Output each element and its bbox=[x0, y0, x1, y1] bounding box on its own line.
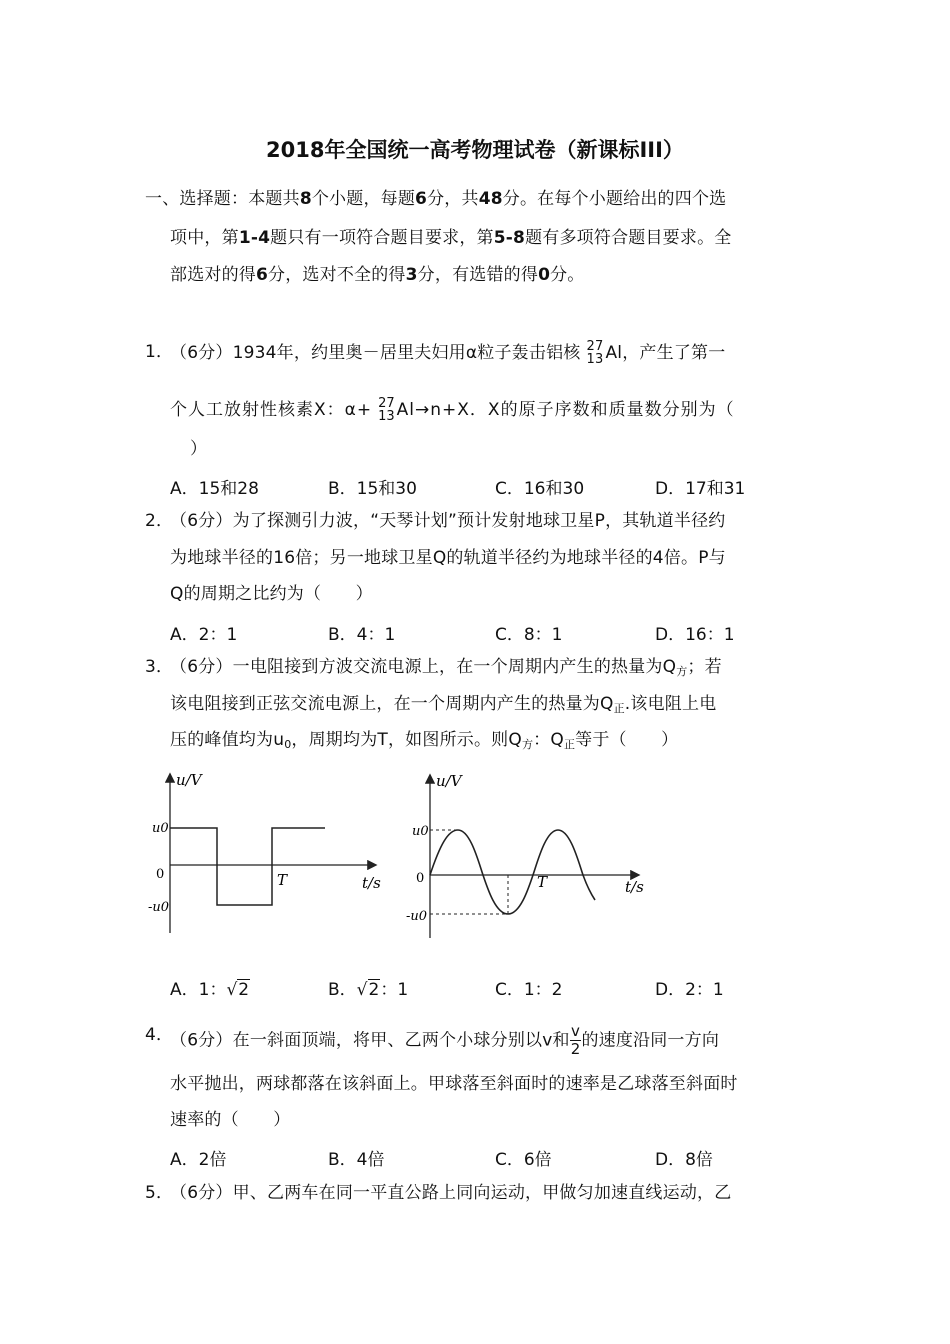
q1-option-a[interactable]: A．15和28 bbox=[170, 479, 259, 499]
q1-text: Al→n+X．X的原子序数和质量数分别为（ bbox=[396, 400, 735, 420]
section-text: 个小题，每题 bbox=[311, 189, 416, 209]
section-text: 一、选择题：本题共 bbox=[145, 189, 300, 209]
q3-text: 压的峰值均为u bbox=[170, 730, 285, 750]
square-wave-figure bbox=[140, 765, 390, 940]
q2-option-c[interactable]: C．8：1 bbox=[495, 625, 563, 645]
fraction-denominator: 2 bbox=[570, 1040, 581, 1058]
q3-text: 该电阻接到正弦交流电源上，在一个周期内产生的热量为Q bbox=[170, 694, 614, 714]
q3-text: ，周期均为T，如图所示。则Q bbox=[291, 730, 522, 750]
q2-option-a[interactable]: A．2：1 bbox=[170, 625, 238, 645]
sqrt-radicand: 2 bbox=[368, 980, 380, 1000]
q4-line-3: 速率的（ ） bbox=[170, 1110, 291, 1130]
q3-line-2 bbox=[170, 692, 716, 721]
section-line-2 bbox=[170, 226, 731, 250]
page-title: 2018年全国统一高考物理试卷（新课标III） bbox=[266, 138, 684, 162]
section-text: 题有多项符合题目要求。全 bbox=[525, 228, 732, 248]
zero-label: 0 bbox=[156, 867, 165, 882]
atomic-number: 13 bbox=[586, 352, 604, 367]
q3-text: ；若 bbox=[687, 657, 722, 677]
q4-text: 的速度沿同一方向 bbox=[581, 1030, 720, 1051]
option-text: ：1 bbox=[380, 980, 409, 1000]
u0-label: u0 bbox=[412, 824, 429, 839]
option-text: A．1： bbox=[170, 980, 227, 1000]
q4-option-b[interactable]: B．4倍 bbox=[328, 1150, 385, 1170]
section-text: 分，选对不全的得 bbox=[268, 265, 406, 285]
section-text: 项中，第 bbox=[170, 228, 239, 248]
q4-option-c[interactable]: C．6倍 bbox=[495, 1150, 552, 1170]
section-number: 6 bbox=[415, 189, 428, 209]
q2-number: 2． bbox=[145, 511, 174, 531]
q4-option-a[interactable]: A．2倍 bbox=[170, 1150, 227, 1170]
subscript: 正 bbox=[563, 738, 576, 751]
q3-option-d[interactable]: D．2：1 bbox=[655, 980, 724, 1000]
q3-text: .该电阻上电 bbox=[624, 694, 717, 714]
q1-line-1 bbox=[170, 340, 725, 366]
q5-number: 5． bbox=[145, 1183, 174, 1203]
section-number: 6 bbox=[256, 265, 269, 285]
atomic-number: 13 bbox=[378, 409, 395, 424]
q3-option-a[interactable] bbox=[170, 975, 250, 1000]
sqrt-radicand: 2 bbox=[238, 980, 250, 1000]
subscript: 方 bbox=[521, 738, 534, 751]
q4-option-d[interactable]: D．8倍 bbox=[655, 1150, 713, 1170]
q3-option-b[interactable] bbox=[328, 975, 408, 1000]
section-text: 分。在每个小题给出的四个选 bbox=[502, 189, 727, 209]
q3-text: ：Q bbox=[533, 730, 564, 750]
sqrt-symbol: √2 bbox=[356, 980, 380, 1000]
neg-u0-label: -u0 bbox=[406, 909, 428, 924]
x-axis-label: t/s bbox=[625, 878, 644, 896]
element-symbol: Al bbox=[605, 343, 623, 363]
q3-number: 3． bbox=[145, 657, 174, 677]
sine-wave bbox=[430, 830, 595, 914]
q2-line-2: 为地球半径的16倍；另一地球卫星Q的轨道半径约为地球半径的4倍。P与 bbox=[170, 548, 726, 568]
x-axis-label: t/s bbox=[362, 874, 381, 892]
zero-label: 0 bbox=[416, 871, 425, 886]
section-number: 48 bbox=[478, 189, 503, 209]
section-text: 分，共 bbox=[427, 189, 479, 209]
q2-option-d[interactable]: D．16：1 bbox=[655, 625, 735, 645]
square-wave bbox=[170, 828, 325, 905]
q1-option-c[interactable]: C．16和30 bbox=[495, 479, 585, 499]
section-line-3 bbox=[170, 263, 585, 287]
section-number: 1-4 bbox=[238, 228, 271, 248]
section-text: 题只有一项符合题目要求，第 bbox=[270, 228, 494, 248]
q2-line-1: （6分）为了探测引力波，“天琴计划”预计发射地球卫星P，其轨道半径约 bbox=[170, 511, 726, 531]
section-text: 分，有选错的得 bbox=[417, 265, 539, 285]
q1-line-3: ） bbox=[190, 439, 208, 459]
section-number: 5-8 bbox=[493, 228, 526, 248]
isotope-notation bbox=[378, 397, 395, 423]
mass-number: 27 bbox=[586, 339, 604, 354]
q3-option-c[interactable]: C．1：2 bbox=[495, 980, 563, 1000]
fraction-numerator: v bbox=[571, 1022, 581, 1040]
section-number: 0 bbox=[538, 265, 551, 285]
section-text: 部选对的得 bbox=[170, 265, 256, 285]
q4-text: （6分）在一斜面顶端，将甲、乙两个小球分别以v和 bbox=[170, 1030, 570, 1051]
sqrt-symbol: √2 bbox=[226, 980, 250, 1000]
q1-option-b[interactable]: B．15和30 bbox=[328, 479, 417, 499]
q4-line-2: 水平抛出，两球都落在该斜面上。甲球落至斜面时的速率是乙球落至斜面时 bbox=[170, 1074, 738, 1094]
subscript: 方 bbox=[676, 665, 688, 678]
subscript: 0 bbox=[284, 738, 292, 751]
section-text: 分。 bbox=[550, 265, 585, 285]
period-label: T bbox=[277, 871, 288, 889]
section-number: 3 bbox=[405, 265, 418, 285]
section-line-1 bbox=[145, 187, 726, 211]
q3-line-3 bbox=[170, 728, 678, 757]
section-number: 8 bbox=[299, 189, 312, 209]
y-axis-label: u/V bbox=[436, 772, 462, 790]
isotope-notation bbox=[587, 340, 604, 366]
q1-line-2 bbox=[170, 397, 735, 423]
q4-line-1 bbox=[170, 1023, 719, 1058]
q3-text: （6分）一电阻接到方波交流电源上，在一个周期内产生的热量为Q bbox=[170, 657, 677, 677]
period-label: T bbox=[537, 873, 548, 891]
q4-number: 4． bbox=[145, 1025, 174, 1045]
fraction bbox=[570, 1023, 582, 1058]
option-text: B． bbox=[328, 980, 357, 1000]
q2-line-3: Q的周期之比约为（ ） bbox=[170, 584, 373, 604]
subscript: 正 bbox=[613, 702, 625, 715]
q3-text: 等于（ ） bbox=[575, 730, 679, 750]
q1-option-d[interactable]: D．17和31 bbox=[655, 479, 746, 499]
q2-option-b[interactable]: B．4：1 bbox=[328, 625, 396, 645]
y-axis-label: u/V bbox=[176, 771, 202, 789]
sine-wave-figure bbox=[400, 770, 650, 945]
q5-line-1: （6分）甲、乙两车在同一平直公路上同向运动，甲做匀加速直线运动，乙 bbox=[170, 1183, 732, 1203]
q1-number: 1． bbox=[145, 342, 174, 362]
neg-u0-label: -u0 bbox=[148, 900, 170, 915]
q1-text: （6分）1934年，约里奥－居里夫妇用α粒子轰击铝核 bbox=[170, 343, 581, 363]
q3-line-1 bbox=[170, 655, 722, 684]
q1-text: ，产生了第一 bbox=[622, 343, 726, 363]
mass-number: 27 bbox=[378, 396, 395, 411]
u0-label: u0 bbox=[152, 821, 169, 836]
q1-text: 个人工放射性核素X：α+ bbox=[170, 400, 373, 420]
